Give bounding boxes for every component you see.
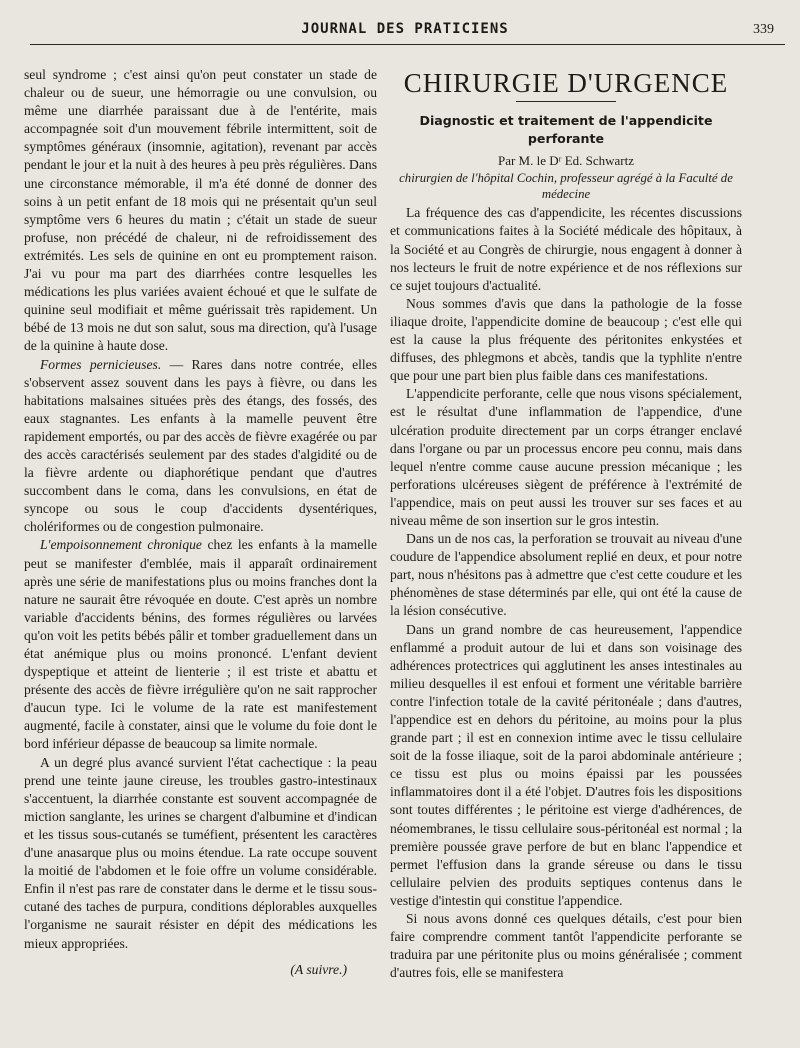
- right-paragraph-4: Dans un de nos cas, la perforation se trouvait au niveau d'une coudure de l'appendice absolument replié en deux, et pour notre part, nous n'hésitons pas à admettre que c'est cette coudure et les phénomènes de stase déterminés par elle, qui ont été la cause de la lésion consécutive.: [390, 531, 742, 619]
- formes-pernicieuses-heading: Formes pernicieuses.: [40, 356, 162, 372]
- left-paragraph-3-text: chez les enfants à la mamelle peut se manifester d'emblée, mais il apparaît ordinairement après une série de manifestations plus ou moins franches dont la nature ne saurait être révoquée en doute. C'est après un nombre variable d'accidents bénins, des formes régulières ou larvées qu'on voit les petits bébés pâlir et tomber graduellement dans un état anémique plus ou moins prononcé. L'enfant devient dyspeptique et atteint de lienterie ; il est triste et abattu et présente des accès de fièvre irrégulière qu'on ne sait rapprocher d'aucun type. Ici le volume de la rate est manifestement augmenté, facile à constater, ainsi que le volume du foie dont le bord inférieur dépasse de beaucoup sa limite normale.: [24, 537, 377, 752]
- right-paragraph-5: Dans un grand nombre de cas heureusement, l'appendice enflammé a produit autour de lui et dans son voisinage des adhérences protectrices qui agglutinent les anses intestinales au milieu desquelles il est enfoui et forment une véritable barrière contre l'infection totale de la cavité péritonéale ; dans d'autres, l'appendice est en dehors du péritoine, au moins pour la plus grande part ; il est en connexion intime avec le tissu cellulaire soit de la fosse iliaque, soit de la paroi abdominale antérieure ; ce tissu est plus ou moins épaissi par les poussées inflammatoires dont il a été l'objet. D'autres fois les dispositions sont toutes différentes ; le péritoine est vierge d'adhérences, de néomembranes, le tissu cellulaire sous-péritonéal est normal ; la première poussée grave perfore de but en blanc l'appendice et permet l'effusion dans la grande séreuse ou dans le tissu cellulaire pelvien des produits septiques contenus dans le vestige d'intestin qui constitue l'appendice.: [390, 621, 742, 908]
- left-paragraph-4: A un degré plus avancé survient l'état cachectique : la peau prend une teinte jaune cireuse, les troubles gastro-intestinaux s'accentuent, la diarrhée constante est souvent accompagnée de miction sanglante, les urines se chargent d'albumine et d'indican et les tissus sous-cutanés se tuméfient, présentent les caractères d'une anasarque plus ou moins étendue. La rate occupe souvent la moitié de l'abdomen et le foie offre un volume considérable. Enfin il n'est pas rare de constater dans le derme et le tissu sous-cutané des taches de purpura, conditions déplorables auxquelles l'organisme ne saurait résister en dépit des médications les mieux appropriées.: [24, 754, 377, 951]
- right-paragraph-2: Nous sommes d'avis que dans la pathologie de la fosse iliaque droite, l'appendicite domine de beaucoup ; c'est elle qui est la cause la plus fréquente des péritonites enkystées et diffuses, des phlegmons et abcès, tandis que la typhlite n'entre que pour une part bien plus faible dans ces manifestations.: [390, 295, 742, 384]
- section-rule: [516, 101, 616, 102]
- running-head: JOURNAL DES PRATICIENS: [301, 21, 509, 37]
- empoisonnement-chronique-heading: L'empoisonnement chronique: [40, 537, 202, 553]
- article-title: Diagnostic et traitement de l'appendicite perforante: [419, 113, 713, 147]
- right-column: [390, 66, 742, 982]
- author-affiliation: chirurgien de l'hôpital Cochin, professeur agrégé à la Faculté de médecine: [399, 171, 733, 202]
- left-paragraph-1: seul syndrome ; c'est ainsi qu'on peut constater un stade de chaleur ou de sueur, une hémorragie ou une convulsion, ou même une diarrhée paraissant due à de l'entérite, mais accompagnée soit d'un mouvement fébrile intermittent, soit de symptômes généraux (insomnie, agitation), revenant par accès pendant le jour et la nuit à des heures à peu près régulières. Dans une circonstance mémorable, il m'a été donné de donner des soins à un petit enfant de 18 mois qui ne présentait qu'un seul symptôme vers 6 heures du matin ; c'était un stade de sueur profuse, non précédé de chaleur, ni de refroidissement des extrémités. Les sels de quinine en ont eu promptement raison. J'ai vu pour ma part des diarrhées contre lesquelles les médications les plus variées avaient échoué et que le sulfate de quinine seul modifiait et même guérissait très rapidement. Un bébé de 13 mois ne dut son salut, sous ma direction, qu'à l'usage de la quinine à haute dose.: [24, 67, 377, 354]
- byline: Par M. le Dʳ Ed. Schwartz: [497, 153, 635, 169]
- to-be-continued: (A suivre.): [290, 961, 347, 977]
- left-column: [24, 66, 377, 979]
- section-title: CHIRURGIE D'URGENCE: [403, 68, 729, 98]
- left-paragraph-2: [24, 356, 377, 537]
- page-number: 339: [753, 22, 774, 37]
- right-paragraph-3: L'appendicite perforante, celle que nous visons spécialement, est le résultat d'une inflammation de l'appendice, d'une ulcération produite directement par un corps étranger enclavé dans l'organe ou par un processus encore peu connu, mais dans lequel n'entre comme cause aucune pression mécanique ; les perforations ulcéreuses siègent de préférence à l'extrémité de l'appendice, mais on peut aussi les trouver sur ses faces et au niveau même de son insertion sur le gros intestin.: [390, 386, 742, 528]
- left-paragraph-2-text: — Rares dans notre contrée, elles s'observent assez souvent dans les pays à fièvre, ou dans les habitations malsaines situées près des étangs, des fossés, des eaux stagnantes. Les enfants à la mamelle peuvent être rapidement emportés, ou par des accès de fièvre exagérée ou par des accès caractérisés seulement par des stades d'algidité ou de la fièvre ardente ou diaphorétique pendant que d'autres succombent dans le coma, dans les convulsions, en état de syncope ou sous le coup d'accidents dysentériques, cholériformes ou de congestion pulmonaire.: [24, 356, 378, 535]
- right-paragraph-1: La fréquence des cas d'appendicite, les récentes discussions et communications faites à la Société médicale des hôpitaux, à la Société et au Congrès de chirurgie, nous engagent à donner à nos lecteurs le fruit de notre expérience et de nos réflexions sur ce sujet toujours d'actualité.: [390, 205, 742, 293]
- page-header: [30, 18, 780, 42]
- right-paragraph-6: Si nous avons donné ces quelques détails, c'est pour bien faire comprendre comment tantôt l'appendicite perforante se traduira par une péritonite plus ou moins généralisée ; comment d'autres fois, elle se manifestera: [390, 911, 742, 981]
- header-rule: [30, 44, 785, 45]
- left-paragraph-3: [24, 536, 377, 753]
